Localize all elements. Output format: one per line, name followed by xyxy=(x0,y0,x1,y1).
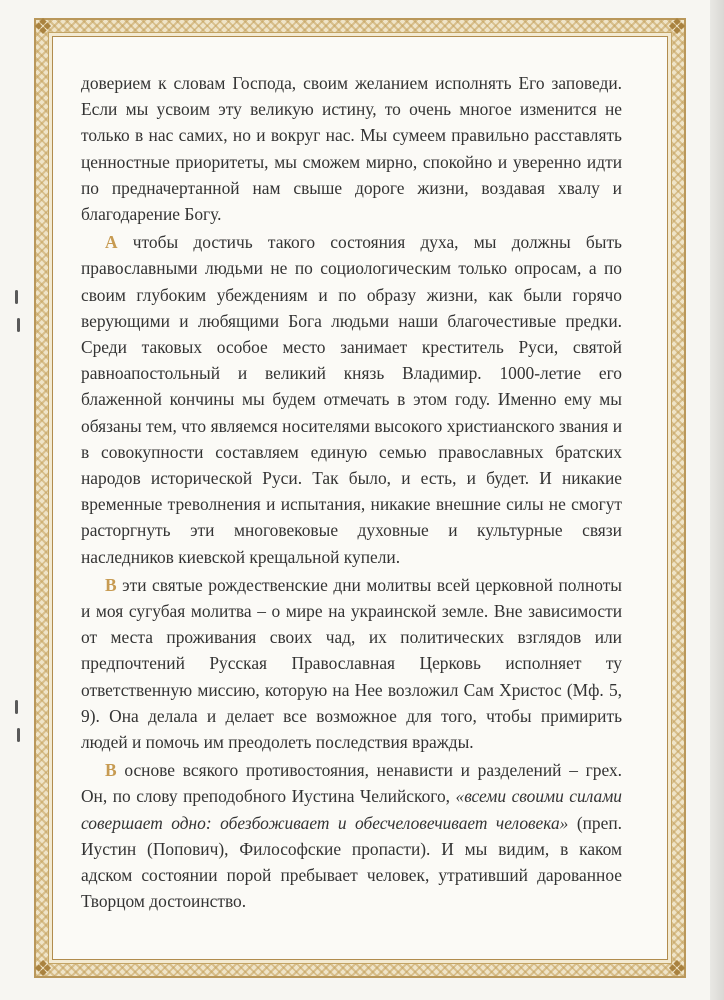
binder-mark xyxy=(15,290,18,304)
body-text xyxy=(81,70,622,917)
paragraph-initial: В xyxy=(105,760,117,781)
paragraph-text: основе всякого противостояния, ненависти и разделений – грех. Он, по слову преподобного Иустина Челийского, xyxy=(81,760,622,807)
paragraph-initial: А xyxy=(105,232,118,253)
quotation: «всеми своими силами совершает одно: обезбоживает и обесчеловечивает человека» xyxy=(81,786,623,833)
binder-mark xyxy=(17,318,20,332)
corner-ornament-icon: ❖ xyxy=(667,956,687,981)
binder-mark xyxy=(15,700,18,714)
paragraph-text: доверием к словам Господа, своим желанием исполнять Его заповеди. Если мы усвоим эту великую истину, то очень многое изменится не только в нас самих, но и вокруг нас. Мы сумеем правильно расставлять ценностные приоритеты, мы сможем мирно, спокойно и уверенно идти по предначертанной нам свыше дороге жизни, воздавая хвалу и благодарение Богу. xyxy=(81,73,622,225)
paragraph-text: чтобы достичь такого состояния духа, мы должны быть православными людьми не по социологическим только опросам, а по своим глубоким убеждениям и по образу жизни, как были горячо верующими и любящими Бога людьми наши благочестивые предки. Среди таковых особое место занимает креститель Руси, святой равноапостольный и великий князь Владимир. 1000-летие его блаженной кончины мы будем отмечать в этом году. Именно ему мы обязаны тем, что являемся носителями высокого христианского звания и в совокупности составляем единую семью православных братских народов исторической Руси. Так было, и есть, и будет. И никакие временные треволнения и испытания, никакие внешние силы не смогут расторгнуть эти многовековые духовные и культурные связи наследников киевской крещальной купели. xyxy=(81,232,622,567)
binder-mark xyxy=(17,728,20,742)
paragraph-text: эти святые рождественские дни молитвы всей церковной полноты и моя сугубая молитва – о мире на украинской земле. Вне зависимости от места проживания своих чад, их политических взглядов или предпочтений Русская Православная Церковь исполняет ту ответственную миссию, которую на Нее возложил Сам Христос (Мф. 5, 9). Она делала и делает все возможное для того, чтобы примирить людей и помочь им преодолеть последствия вражды. xyxy=(81,574,622,753)
paragraph xyxy=(81,572,622,755)
corner-ornament-icon: ❖ xyxy=(33,956,53,981)
paragraph-initial: В xyxy=(105,574,117,595)
paragraph-text: (преп. Иустин (Попович), Философские пропасти). И мы видим, в каком адском состоянии порой пребывает человек, утративший дарованное Творцом достоинство. xyxy=(81,812,622,912)
paragraph xyxy=(81,757,622,914)
corner-ornament-icon: ❖ xyxy=(667,14,687,39)
paragraph xyxy=(81,70,622,227)
paragraph xyxy=(81,229,622,570)
corner-ornament-icon: ❖ xyxy=(33,14,53,39)
page-edge xyxy=(710,0,724,1000)
